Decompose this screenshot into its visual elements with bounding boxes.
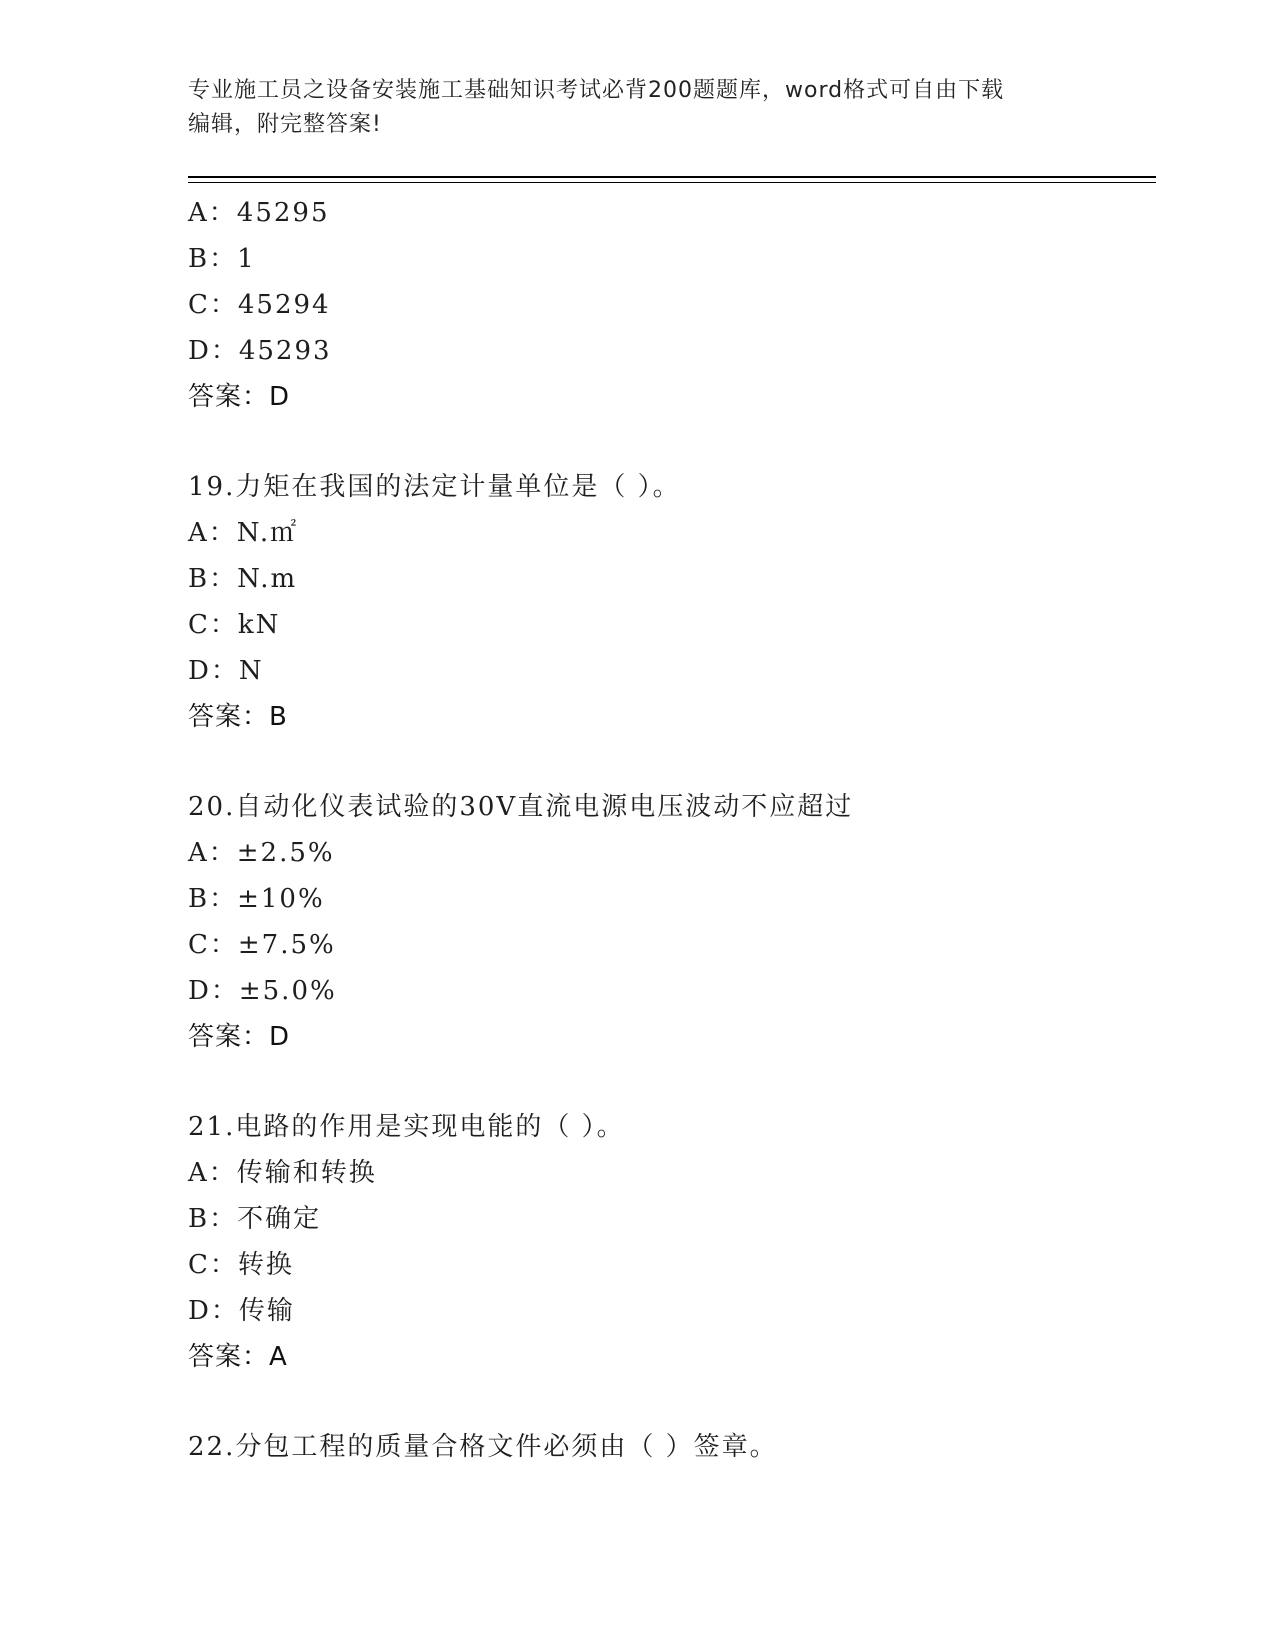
header-divider-thin	[188, 182, 1156, 183]
option-b: B：不确定	[188, 1204, 322, 1234]
option-d: D：传输	[188, 1296, 295, 1326]
option-b: B：±10%	[188, 884, 325, 914]
option-c: C：转换	[188, 1250, 294, 1280]
question-title: 22.分包工程的质量合格文件必须由（ ）签章。	[188, 1432, 778, 1462]
option-d: D：45293	[188, 336, 332, 366]
answer-line: 答案：D	[188, 1022, 291, 1052]
option-a: A：N.㎡	[188, 518, 299, 548]
question-22-block	[188, 1424, 1156, 1470]
question-20-block	[188, 784, 1156, 1060]
option-d: D：N	[188, 656, 264, 686]
option-a: A：45295	[188, 198, 330, 228]
document-header	[188, 74, 1088, 142]
answer-line: 答案：A	[188, 1342, 288, 1372]
question-19-block	[188, 464, 1156, 740]
question-title: 20.自动化仪表试验的30V直流电源电压波动不应超过	[188, 792, 854, 822]
header-line-2: 编辑，附完整答案!	[188, 112, 382, 137]
option-a: A：传输和转换	[188, 1158, 377, 1188]
question-18-block	[188, 190, 1156, 420]
header-line-1: 专业施工员之设备安装施工基础知识考试必背200题题库，word格式可自由下载	[188, 78, 1005, 103]
option-c: C：±7.5%	[188, 930, 336, 960]
option-b: B：1	[188, 244, 256, 274]
option-c: C：45294	[188, 290, 331, 320]
answer-line: 答案：D	[188, 382, 291, 412]
question-21-block	[188, 1104, 1156, 1380]
option-a: A：±2.5%	[188, 838, 335, 868]
question-title: 19.力矩在我国的法定计量单位是（ ）。	[188, 472, 681, 502]
question-title: 21.电路的作用是实现电能的（ ）。	[188, 1112, 625, 1142]
header-divider-thick	[188, 176, 1156, 178]
question-list	[188, 190, 1156, 1470]
answer-line: 答案：B	[188, 702, 288, 732]
option-c: C：kN	[188, 610, 281, 640]
option-d: D：±5.0%	[188, 976, 337, 1006]
option-b: B：N.m	[188, 564, 298, 594]
